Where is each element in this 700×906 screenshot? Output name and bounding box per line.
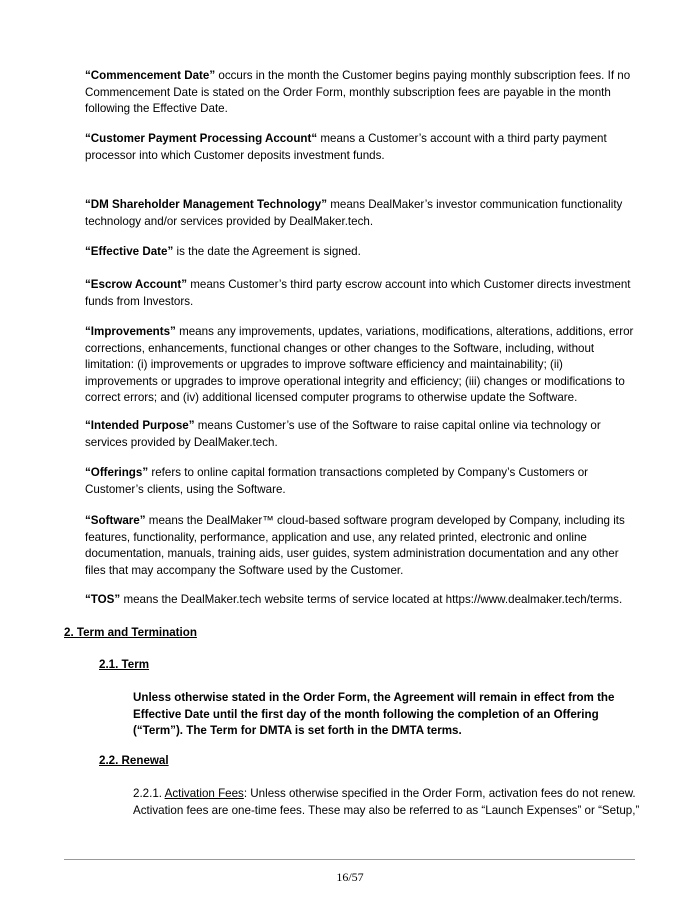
subsection-heading-term: 2.1. Term (99, 658, 150, 671)
term-paragraph: Unless otherwise stated in the Order Form, the Agreement will remain in effect from the Effective Date until the first day of the month following the completion of an Offering (“Term”). The Term for DMTA is set forth in the DMTA terms. (133, 691, 615, 737)
definition-term: “Commencement Date” (85, 69, 216, 82)
definition-term: “Customer Payment Processing Account“ (85, 132, 318, 145)
definition-term: “Effective Date” (85, 245, 174, 258)
definition-text: means the DealMaker.tech website terms of service located at https://www.dealmaker.tech/terms. (120, 593, 623, 606)
definition-dm-shareholder-management-technology (85, 197, 635, 230)
page-number: 16/57 (336, 870, 364, 884)
definition-commencement-date (85, 68, 635, 118)
definition-text: means the DealMaker™ cloud-based software program developed by Company, including its features, functionality, performance, application and use, any related printed, electronic and online documentation, manuals, training aids, user guides, system administration documentation and any other files that may accompany the Software used by the Customer. (85, 514, 625, 577)
definition-effective-date (85, 244, 635, 261)
definition-term: “DM Shareholder Management Technology” (85, 198, 327, 211)
definition-intended-purpose (85, 418, 635, 451)
definition-customer-payment-processing-account (85, 131, 635, 164)
definition-text: occurs in the month the Customer begins paying monthly subscription fees. If no Commencement Date is stated on the Order Form, monthly subscription fees are payable in the month following the Effective Date. (85, 69, 631, 115)
definition-escrow-account (85, 277, 635, 310)
definition-software (85, 513, 635, 579)
definition-term: “Intended Purpose” (85, 419, 195, 432)
activation-fees-paragraph (133, 786, 643, 819)
definition-improvements (85, 324, 635, 407)
definition-term: “Offerings” (85, 466, 149, 479)
definition-text: is the date the Agreement is signed. (173, 245, 361, 258)
activation-fees-label: Activation Fees (164, 787, 244, 800)
definition-text: means Customer’s use of the Software to raise capital online via technology or services provided by DealMaker.tech. (85, 419, 601, 449)
definition-term: “Improvements” (85, 325, 176, 338)
definition-text: means any improvements, updates, variations, modifications, alterations, additions, error corrections, enhancements, functional changes or other changes to the Software, including, without limitation: (i) improvements or upgrades to improve software efficiency and maintainability; (ii) improvements or upgrades to improve operational integrity and efficiency; (iii) changes or modifications to correct errors; and (iv) additional licensed computer programs to otherwise update the Software. (85, 325, 634, 404)
definition-text: means Customer’s third party escrow account into which Customer directs investment funds from Investors. (85, 278, 631, 308)
definition-term: “Software” (85, 514, 146, 527)
footer-divider (64, 859, 635, 860)
clause-number: 2.2.1. (133, 787, 165, 800)
section-heading-term-and-termination: 2. Term and Termination (64, 626, 197, 639)
definition-text: refers to online capital formation transactions completed by Company’s Customers or Customer’s clients, using the Software. (85, 466, 589, 496)
definition-text: means DealMaker’s investor communication functionality technology and/or services provided by DealMaker.tech. (85, 198, 623, 228)
definition-term: “TOS” (85, 593, 121, 606)
definition-tos (85, 592, 635, 609)
definition-term: “Escrow Account” (85, 278, 187, 291)
subsection-heading-renewal: 2.2. Renewal (99, 754, 169, 767)
definition-text: means a Customer’s account with a third party payment processor into which Customer deposits investment funds. (85, 132, 607, 162)
activation-fees-text: : Unless otherwise specified in the Order Form, activation fees do not renew. Activation fees are one-time fees. These may also be referred to as “Launch Expenses” or “Setup,” (133, 787, 640, 817)
definition-offerings (85, 465, 635, 498)
